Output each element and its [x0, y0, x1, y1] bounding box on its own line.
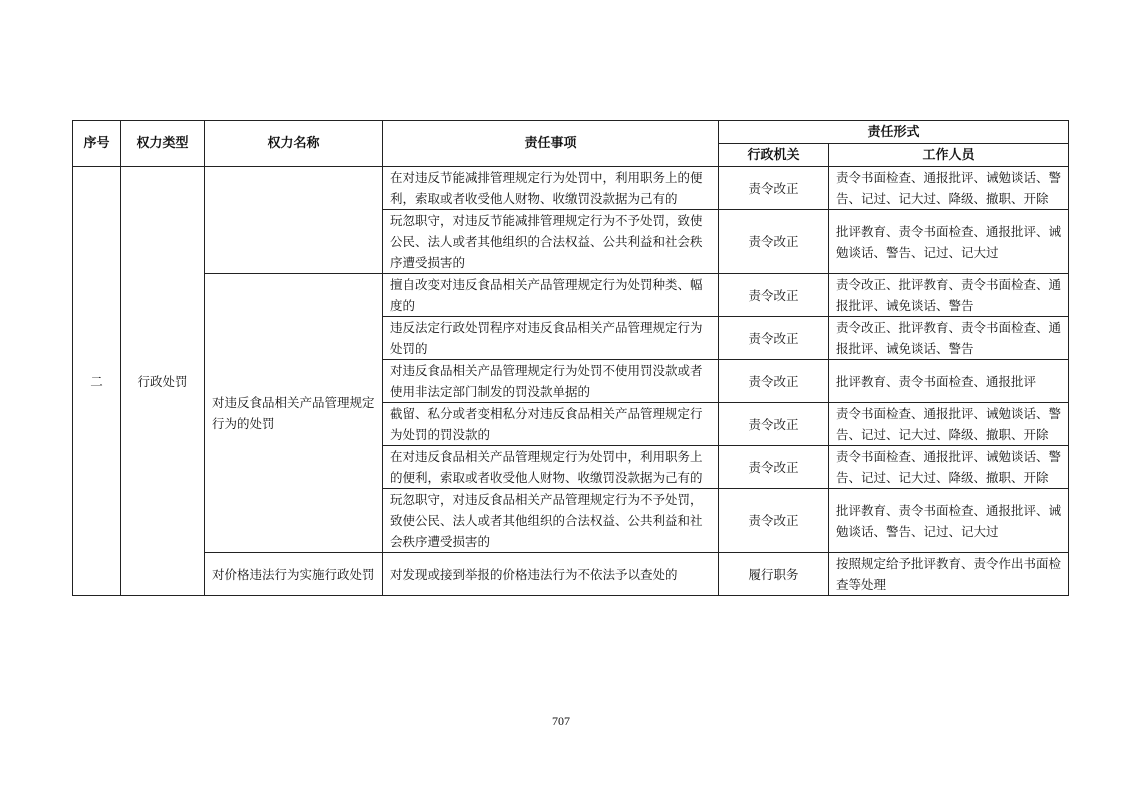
table-row — [73, 167, 1069, 210]
staff-cell: 责令书面检查、通报批评、诫勉谈话、警告、记过、记大过、降级、撤职、开除 — [829, 167, 1069, 210]
staff-cell: 批评教育、责令书面检查、通报批评、诫勉谈话、警告、记过、记大过 — [829, 210, 1069, 274]
staff-cell: 批评教育、责令书面检查、通报批评 — [829, 360, 1069, 403]
item-cell: 对违反食品相关产品管理规定行为处罚不使用罚没款或者使用非法定部门制发的罚没款单据的 — [383, 360, 719, 403]
item-cell: 违反法定行政处罚程序对违反食品相关产品管理规定行为处罚的 — [383, 317, 719, 360]
power-type-cell: 行政处罚 — [121, 167, 205, 596]
staff-cell: 责令改正、批评教育、责令书面检查、通报批评、诫免谈话、警告 — [829, 274, 1069, 317]
header-items: 责任事项 — [383, 121, 719, 167]
staff-cell: 责令改正、批评教育、责令书面检查、通报批评、诫免谈话、警告 — [829, 317, 1069, 360]
agency-cell: 责令改正 — [719, 403, 829, 446]
seq-cell: 二 — [73, 167, 121, 596]
agency-cell: 责令改正 — [719, 210, 829, 274]
agency-cell: 责令改正 — [719, 489, 829, 553]
agency-cell: 责令改正 — [719, 317, 829, 360]
staff-cell: 责令书面检查、通报批评、诫勉谈话、警告、记过、记大过、降级、撤职、开除 — [829, 403, 1069, 446]
header-power-type: 权力类型 — [121, 121, 205, 167]
item-cell: 擅自改变对违反食品相关产品管理规定行为处罚种类、幅度的 — [383, 274, 719, 317]
header-form: 责任形式 — [719, 121, 1069, 144]
agency-cell: 责令改正 — [719, 274, 829, 317]
item-cell: 在对违反节能减排管理规定行为处罚中，利用职务上的便利，索取或者收受他人财物、收缴罚没款据为己有的 — [383, 167, 719, 210]
header-agency: 行政机关 — [719, 144, 829, 167]
power-name-cell: 对违反食品相关产品管理规定行为的处罚 — [205, 274, 383, 553]
header-staff: 工作人员 — [829, 144, 1069, 167]
power-name-cell — [205, 167, 383, 274]
item-cell: 玩忽职守，对违反食品相关产品管理规定行为不予处罚，致使公民、法人或者其他组织的合法权益、公共利益和社会秩序遭受损害的 — [383, 489, 719, 553]
page-number: 707 — [552, 714, 570, 728]
responsibility-table — [72, 120, 1069, 596]
agency-cell: 履行职务 — [719, 553, 829, 596]
agency-cell: 责令改正 — [719, 360, 829, 403]
item-cell: 对发现或接到举报的价格违法行为不依法予以查处的 — [383, 553, 719, 596]
agency-cell: 责令改正 — [719, 167, 829, 210]
item-cell: 截留、私分或者变相私分对违反食品相关产品管理规定行为处罚的罚没款的 — [383, 403, 719, 446]
table-row — [73, 274, 1069, 317]
staff-cell: 批评教育、责令书面检查、通报批评、诫勉谈话、警告、记过、记大过 — [829, 489, 1069, 553]
header-power-name: 权力名称 — [205, 121, 383, 167]
item-cell: 在对违反食品相关产品管理规定行为处罚中，利用职务上的便利，索取或者收受他人财物、收缴罚没款据为己有的 — [383, 446, 719, 489]
header-seq: 序号 — [73, 121, 121, 167]
item-cell: 玩忽职守，对违反节能减排管理规定行为不予处罚，致使公民、法人或者其他组织的合法权益、公共利益和社会秩序遭受损害的 — [383, 210, 719, 274]
staff-cell: 责令书面检查、通报批评、诫勉谈话、警告、记过、记大过、降级、撤职、开除 — [829, 446, 1069, 489]
staff-cell: 按照规定给予批评教育、责令作出书面检查等处理 — [829, 553, 1069, 596]
agency-cell: 责令改正 — [719, 446, 829, 489]
power-name-cell: 对价格违法行为实施行政处罚 — [205, 553, 383, 596]
table-row — [73, 553, 1069, 596]
